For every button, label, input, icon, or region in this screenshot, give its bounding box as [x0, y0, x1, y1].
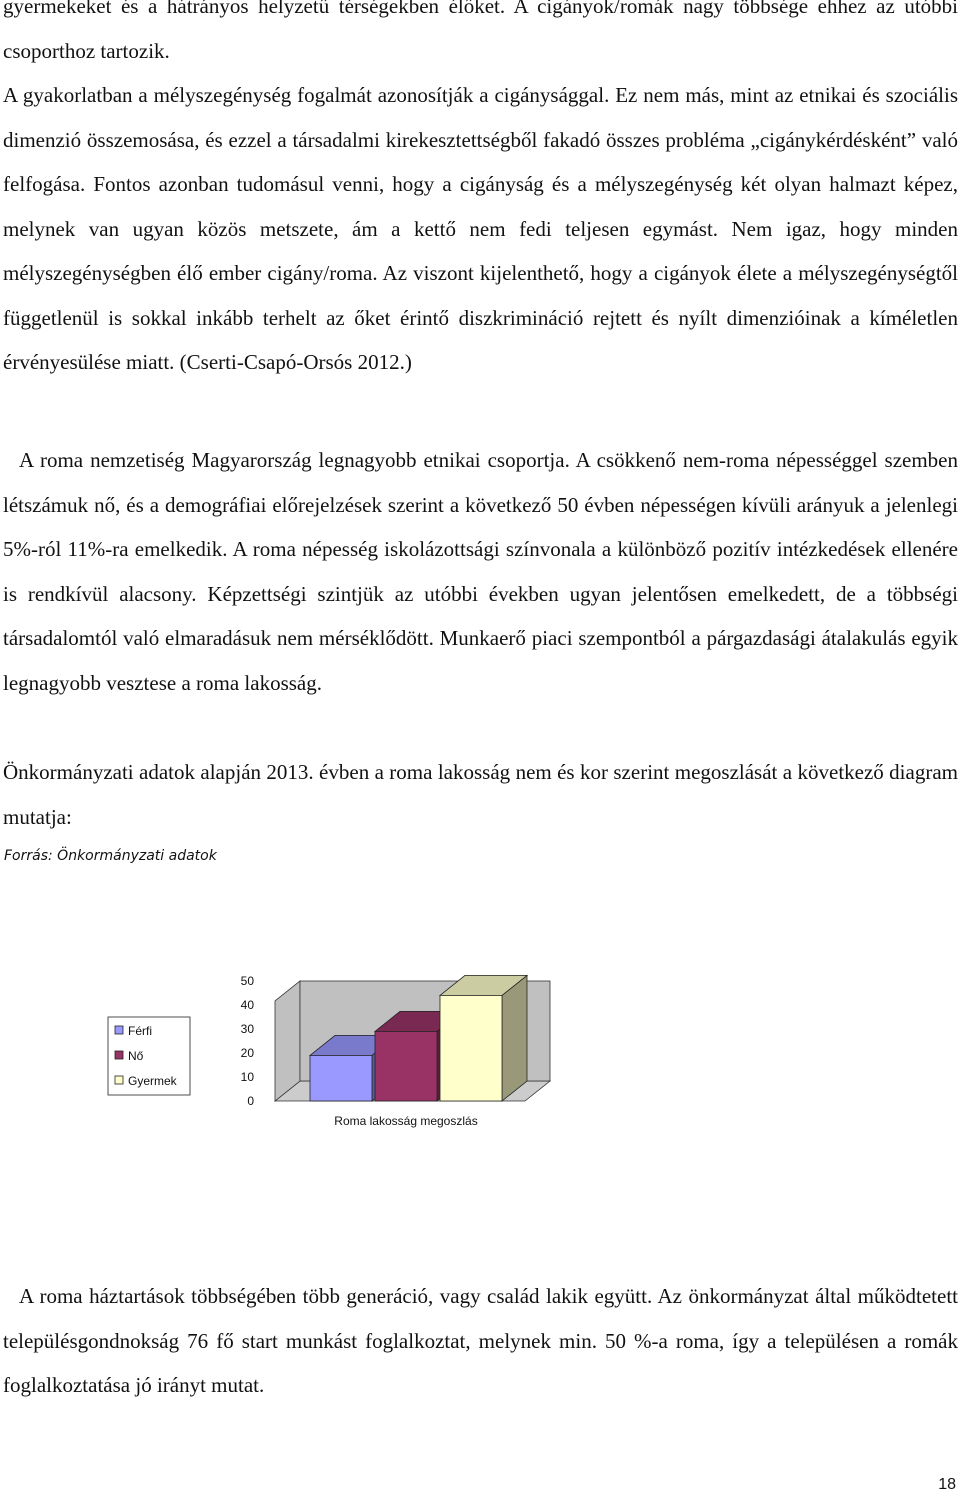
legend-swatch: [115, 1026, 123, 1034]
legend-label: Férfi: [128, 1024, 152, 1038]
y-tick-label: 10: [240, 1070, 254, 1084]
chart-y-ticks: [241, 974, 255, 1108]
y-tick-label: 50: [240, 974, 254, 988]
bar-gyermek: [440, 975, 527, 1101]
page-number: 18: [938, 1476, 956, 1493]
legend-label: Nő: [128, 1049, 144, 1063]
y-tick-label: 0: [247, 1094, 254, 1108]
chart-container: [100, 960, 580, 1140]
paragraph-deep-poverty: A gyakorlatban a mélyszegénység fogalmát azonosítják a cigánysággal. Ez nem más, mint az etnikai és szociális dimenzió összemosása, és ezzel a társadalmi kirekesztettségből fakadó összes probléma „cigánykérdésként” való felfogása. Fontos azonban tudomásul venni, hogy a cigányság és a mélyszegénység két olyan halmazt képez, melynek van ugyan közös metszete, ám a kettő nem fedi teljesen egymást. Nem igaz, hogy minden mélyszegénységben élő ember cigány/roma. Az viszont kijelenthető, hogy a cigányok élete a mélyszegénységtől függetlenül is sokkal inkább terhelt az őket érintő diszkrimináció rejtett és nyílt dimenzióinak a kíméletlen érvényesülése miatt. (Cserti-Csapó-Orsós 2012.): [3, 83, 958, 374]
chart-side-wall: [275, 981, 300, 1101]
bar-side: [502, 975, 527, 1101]
chart-legend: [108, 1017, 190, 1095]
source-note: Forrás: Önkormányzati adatok: [4, 848, 217, 864]
bar-front: [310, 1055, 372, 1101]
legend-swatch: [115, 1051, 123, 1059]
y-tick-label: 20: [240, 1046, 254, 1060]
paragraph-roma-minority: A roma nemzetiség Magyarország legnagyobb etnikai csoportja. A csökkenő nem-roma népességgel szemben létszámuk nő, és a demográfiai előrejelzések szerint a következő 50 évben népességen kívüli arányuk a jelenlegi 5%-ról 11%-ra emelkedik. A roma népesség iskolázottsági színvonala a különböző pozitív intézkedések ellenére is rendkívül alacsony. Képzettségi szintjük az utóbbi években ugyan jelentősen emelkedett, de a többségi társadalomtól való elmaradásuk nem mérséklődött. Munkaerő piaci szempontból a párgazdasági átalakulás egyik legnagyobb vesztese a roma lakosság.: [3, 448, 958, 695]
y-tick-label: 40: [240, 998, 254, 1012]
y-tick-label: 30: [240, 1022, 254, 1036]
legend-label: Gyermek: [128, 1074, 177, 1088]
paragraph-intro-end: gyermekeket és a hátrányos helyzetű térségekben élőket. A cigányok/romák nagy többsége ehhez az utóbbi csoporthoz tartozik.: [3, 0, 958, 63]
bar-chart: [100, 960, 580, 1140]
bar-front: [375, 1031, 437, 1101]
paragraph-chart-intro: Önkormányzati adatok alapján 2013. évben a roma lakosság nem és kor szerint megoszlását a következő diagram mutatja:: [3, 760, 958, 829]
bar-front: [440, 995, 502, 1101]
paragraph-households: A roma háztartások többségében több generáció, vagy család lakik együtt. Az önkormányzat által működtetett településgondnokság 76 fő start munkást foglalkoztat, melynek min. 50 %-a roma, így a településen a romák foglalkoztatása jó irányt mutat.: [3, 1284, 958, 1397]
chart-x-axis-label: Roma lakosság megoszlás: [334, 1114, 478, 1128]
legend-swatch: [115, 1076, 123, 1084]
